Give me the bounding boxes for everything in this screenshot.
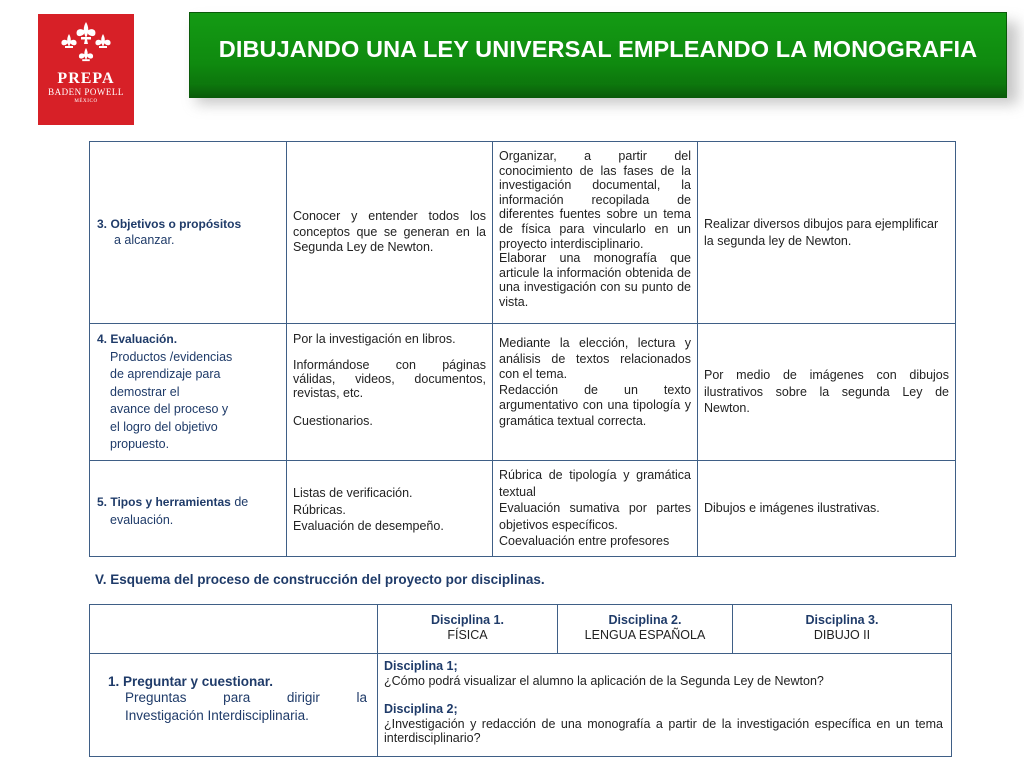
- row-header-cell: [90, 142, 287, 324]
- cell-text: Organizar, a partir del conocimiento de las fases de la investigación documental, la información recopilada de diferentes fuentes sobre un tema de física para vincularlo en un proyecto interdisciplinario.: [499, 149, 691, 251]
- section-heading: V. Esquema del proceso de construcción del proyecto por disciplinas.: [95, 572, 545, 587]
- table-cell: [493, 461, 698, 557]
- row-header-cell: [90, 654, 378, 757]
- cell-text: Evaluación de desempeño.: [293, 519, 444, 533]
- cell-text: Coevaluación entre profesores: [499, 534, 670, 548]
- cell-text: Realizar diversos dibujos para ejemplificar la segunda ley de Newton.: [704, 216, 939, 248]
- table-cell: [287, 142, 493, 324]
- objectives-table: [89, 141, 956, 557]
- table-cell: [493, 142, 698, 324]
- row-number: 3.: [97, 217, 108, 231]
- cell-text: Evaluación sumativa por partes objetivos específicos.: [499, 501, 691, 532]
- row-header-line: el logro del objetivo: [110, 419, 218, 434]
- table-row: [90, 605, 952, 654]
- discipline-label: Disciplina 2.: [608, 613, 682, 627]
- table-cell: [90, 605, 378, 654]
- table-row: [90, 142, 956, 324]
- row-header-line: de aprendizaje para: [110, 367, 221, 381]
- cell-text: Conocer y entender todos los conceptos que se generan en la Segunda Ley de Newton.: [293, 209, 486, 255]
- table-row: [90, 324, 956, 461]
- school-logo: [38, 14, 134, 125]
- row-header-text: a alcanzar.: [114, 232, 175, 247]
- cell-text: Rúbrica de tipología y gramática textual: [499, 468, 691, 499]
- row-header-cell: [90, 324, 287, 461]
- table-cell: [698, 324, 956, 461]
- table-row: [90, 461, 956, 557]
- table-cell: [287, 461, 493, 557]
- cell-text: Mediante la elección, lectura y análisis de textos relacionados con el tema.: [499, 336, 691, 381]
- logo-brand: PREPA: [57, 70, 115, 87]
- question-label: Disciplina 2;: [384, 702, 458, 716]
- row-header-line: avance del proceso y: [110, 402, 229, 416]
- row-header-lines: [97, 349, 280, 454]
- discipline-header-cell: [378, 605, 558, 654]
- discipline-name: DIBUJO II: [813, 628, 871, 642]
- discipline-label: Disciplina 3.: [805, 613, 879, 627]
- row-header-bold: Objetivos o propósitos: [110, 217, 242, 231]
- fleur-de-lis-icon: [56, 20, 116, 70]
- logo-country: MÉXICO: [74, 99, 98, 104]
- discipline-name: FÍSICA: [447, 628, 488, 642]
- row-header-cell: [90, 461, 287, 557]
- questions-cell: [378, 654, 952, 757]
- row-header-line: demostrar el: [110, 384, 180, 399]
- cell-text: Por la investigación en libros.: [293, 332, 456, 346]
- discipline-name: LENGUA ESPAÑOLA: [584, 628, 706, 642]
- table-cell: [493, 324, 698, 461]
- table-cell: [698, 142, 956, 324]
- logo-subtitle: BADEN POWELL: [48, 87, 124, 97]
- cell-text: Redacción de un texto argumentativo con una tipología y gramática textual correcta.: [499, 382, 691, 428]
- question-text: ¿Investigación y redacción de una monografía a partir de la investigación específica en un tema interdisciplinario?: [384, 716, 943, 745]
- question-text: ¿Cómo podrá visualizar el alumno la aplicación de la Segunda Ley de Newton?: [384, 673, 824, 688]
- row-header-bold: 5. Tipos y herramientas: [97, 495, 231, 509]
- row-header-line: Productos /evidencias: [110, 349, 233, 364]
- slide-title: DIBUJANDO UNA LEY UNIVERSAL EMPLEANDO LA MONOGRAFIA: [218, 36, 978, 62]
- step-title: 1. Preguntar y cuestionar.: [108, 674, 274, 689]
- step-line: Preguntas para dirigir la: [125, 690, 367, 705]
- cell-text: Por medio de imágenes con dibujos ilustrativos sobre la segunda Ley de Newton.: [704, 368, 949, 416]
- discipline-header-cell: [558, 605, 733, 654]
- table-row: [90, 654, 952, 757]
- cell-text: Listas de verificación.: [293, 486, 413, 500]
- row-header-bold: 4. Evaluación.: [97, 332, 178, 346]
- cell-text: Elaborar una monografía que articule la información obtenida de una investigación con su punto de vista.: [499, 251, 691, 309]
- discipline-header-cell: [733, 605, 952, 654]
- disciplines-table: [89, 604, 952, 757]
- row-header-line: propuesto.: [110, 437, 170, 451]
- cell-text: Dibujos e imágenes ilustrativas.: [704, 500, 880, 515]
- table-cell: [698, 461, 956, 557]
- cell-text: Cuestionarios.: [293, 414, 373, 428]
- step-line: Investigación Interdisciplinaria.: [125, 708, 309, 723]
- question-label: Disciplina 1;: [384, 659, 458, 673]
- row-header-text: de: [230, 495, 249, 509]
- row-header-text: evaluación.: [110, 513, 174, 527]
- cell-text: Informándose con páginas válidas, videos, documentos, revistas, etc.: [293, 358, 486, 400]
- discipline-label: Disciplina 1.: [431, 613, 504, 627]
- cell-text: Rúbricas.: [293, 502, 346, 517]
- banner-bottom-strip: [190, 83, 1006, 97]
- title-banner: [189, 12, 1007, 98]
- table-cell: [287, 324, 493, 461]
